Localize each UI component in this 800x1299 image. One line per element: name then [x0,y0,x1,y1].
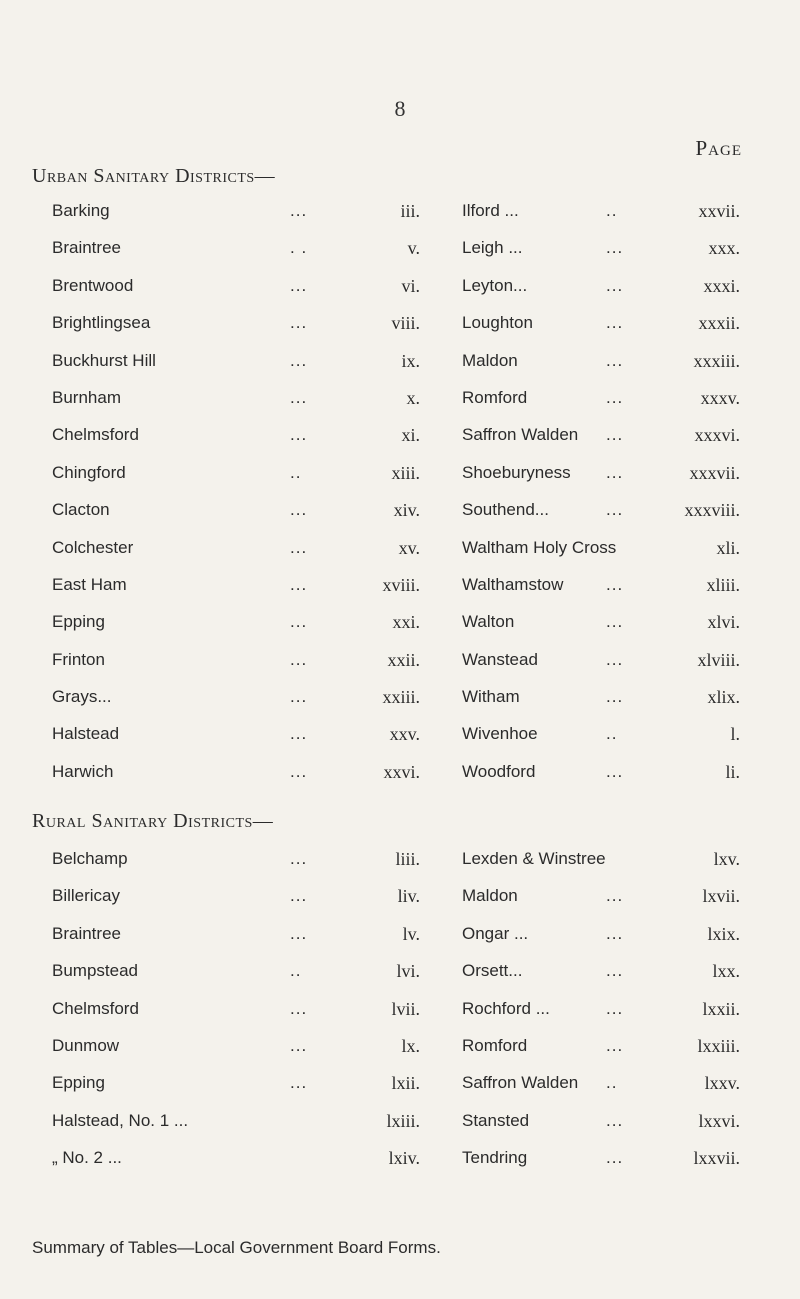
page-ref-right: xxxviii. [684,500,740,521]
page-ref-right: xliii. [706,574,740,595]
leader-dots-right: ... [606,998,624,1018]
index-row [0,885,800,922]
page-ref-right: xlix. [707,687,740,708]
page-ref-right: l. [730,724,740,745]
page-ref-left: x. [406,387,420,408]
index-row [0,312,800,349]
page-ref-left: xiii. [391,462,420,483]
leader-dots-right: ... [606,275,624,295]
district-name-right: Wivenhoe [462,724,538,744]
index-row [0,387,800,424]
page-ref-left: lxii. [391,1073,420,1094]
leader-dots-left: ... [290,761,308,781]
page-ref-left: xxvi. [383,761,420,782]
district-name-left: Buckhurst Hill [52,350,156,370]
leader-dots-left: ... [290,201,308,220]
leader-dots-left: ... [290,998,308,1018]
district-name-right: Romford [462,387,528,407]
district-name-left: Dunmow [52,1035,120,1055]
district-name-right: Maldon [462,350,518,370]
page-ref-left: lxiii. [386,1110,420,1131]
district-name-right: Stansted [462,1110,530,1130]
urban-index-list [0,200,800,798]
index-row [0,998,800,1035]
district-name-left: Chelmsford [52,998,139,1018]
index-row [0,1035,800,1072]
index-row [0,611,800,648]
page-ref-left: vi. [401,275,420,296]
district-name-right: Rochford ... [462,998,550,1018]
leader-dots-left: ... [290,612,308,632]
index-row [0,686,800,723]
page-ref-left: iii. [400,201,420,221]
district-name-right: Walton [462,612,515,632]
page-ref-right: xxvii. [698,201,740,221]
leader-dots-right: ... [606,687,624,707]
index-row [0,574,800,611]
rural-section-heading: Rural Sanitary Districts— [32,810,274,832]
district-name-left: Grays... [52,687,112,707]
index-row [0,350,800,387]
leader-dots-left: ... [290,1035,308,1055]
district-name-right: Shoeburyness [462,462,571,482]
index-row [0,462,800,499]
district-name-right: Orsett... [462,961,523,981]
page-ref-right: xxxii. [698,313,740,334]
urban-section-heading: Urban Sanitary Districts— [32,165,276,187]
page-ref-left: lxiv. [388,1148,420,1169]
page-ref-left: liii. [395,849,420,869]
page-ref-left: lx. [401,1035,420,1056]
page-ref-right: xxxv. [700,387,740,408]
leader-dots-right: ... [606,1110,624,1130]
district-name-left: Halstead, No. 1 ... [52,1110,189,1130]
page-ref-right: xxxvi. [694,425,740,446]
page-ref-right: lxv. [713,849,740,869]
page-ref-left: xxii. [387,649,420,670]
leader-dots-right: ... [606,500,624,520]
district-name-left: Chelmsford [52,425,139,445]
page-ref-right: xxxvii. [689,462,740,483]
leader-dots-left: ... [290,425,308,445]
index-row [0,923,800,960]
district-name-left: Clacton [52,500,110,520]
leader-dots-right: ... [606,1148,624,1168]
page-ref-left: lvii. [391,998,420,1019]
district-name-left: „ No. 2 ... [52,1148,122,1168]
page-ref-right: lxvii. [702,886,740,907]
page-ref-right: lxix. [707,923,740,944]
leader-dots-right: .. [606,201,618,220]
leader-dots-left: ... [290,387,308,407]
leader-dots-right: ... [606,387,624,407]
index-row [0,499,800,536]
district-name-left: Halstead [52,724,120,744]
district-name-left: Epping [52,612,105,632]
leader-dots-right: ... [606,961,624,981]
district-name-right: Ilford ... [462,201,519,220]
index-row [0,1147,800,1184]
district-name-right: Witham [462,687,520,707]
leader-dots-right: ... [606,574,624,594]
leader-dots-left: ... [290,849,308,868]
district-name-left: Braintree [52,923,121,943]
district-name-right: Loughton [462,313,533,333]
leader-dots-right: ... [606,1035,624,1055]
page-ref-left: xviii. [382,574,420,595]
page-ref-left: viii. [391,313,420,334]
page-ref-left: lvi. [396,961,420,982]
district-name-left: Frinton [52,649,105,669]
leader-dots-left: ... [290,923,308,943]
leader-dots-right: ... [606,649,624,669]
leader-dots-right: ... [606,238,624,258]
district-name-left: Belchamp [52,849,128,868]
leader-dots-right: ... [606,425,624,445]
page-ref-left: xxi. [392,612,420,633]
district-name-left: Barking [52,201,110,220]
leader-dots-left: ... [290,275,308,295]
index-row [0,537,800,574]
index-row [0,848,800,885]
page-ref-right: lxxvi. [698,1110,740,1131]
leader-dots-left: .. [290,462,302,482]
district-name-left: Billericay [52,886,121,906]
page-column-header: Page [695,136,742,160]
index-row [0,761,800,798]
page-ref-right: lxxiii. [697,1035,740,1056]
leader-dots-left: ... [290,313,308,333]
leader-dots-right: ... [606,886,624,906]
leader-dots-right: ... [606,350,624,370]
page-ref-right: xlviii. [697,649,740,670]
district-name-left: Brentwood [52,275,134,295]
leader-dots-right: .. [606,1073,618,1093]
district-name-right: Romford [462,1035,528,1055]
page-ref-right: lxx. [712,961,740,982]
district-name-left: Chingford [52,462,126,482]
page-number: 8 [394,96,406,121]
index-row [0,424,800,461]
leader-dots-left: ... [290,724,308,744]
leader-dots-left: . . [290,238,308,258]
index-row [0,1110,800,1147]
leader-dots-right: ... [606,462,624,482]
leader-dots-left: ... [290,574,308,594]
district-name-right: Leigh ... [462,238,523,258]
page-ref-left: xxv. [389,724,420,745]
district-name-left: Colchester [52,537,134,557]
leader-dots-right: ... [606,761,624,781]
leader-dots-left: ... [290,500,308,520]
index-row [0,723,800,760]
page-ref-left: xi. [401,425,420,446]
district-name-left: Braintree [52,238,121,258]
district-name-right: Saffron Walden [462,1073,579,1093]
leader-dots-left: ... [290,687,308,707]
district-name-right: Saffron Walden [462,425,579,445]
index-row [0,1072,800,1109]
district-name-right: Tendring [462,1148,528,1168]
page-ref-right: lxxvii. [693,1148,740,1169]
page-ref-right: xxx. [708,238,740,259]
district-name-right: Ongar ... [462,923,529,943]
district-name-left: Burnham [52,387,121,407]
leader-dots-left: ... [290,350,308,370]
leader-dots-left: ... [290,886,308,906]
leader-dots-left: .. [290,961,302,981]
page-ref-left: xiv. [393,500,420,521]
district-name-left: Brightlingsea [52,313,151,333]
district-name-right: Waltham Holy Cross [462,537,617,557]
page-ref-right: li. [725,761,740,782]
district-name-right: Woodford [462,761,536,781]
page-ref-right: xxxiii. [693,350,740,371]
index-row [0,200,800,237]
rural-index-list [0,848,800,1185]
district-name-right: Southend... [462,500,549,520]
index-row [0,275,800,312]
page-ref-right: xli. [716,537,740,558]
leader-dots-left: ... [290,1073,308,1093]
page-ref-left: ix. [401,350,420,371]
district-name-right: Lexden & Winstree [462,849,606,868]
district-name-left: East Ham [52,574,127,594]
leader-dots-right: ... [606,923,624,943]
district-name-right: Wanstead [462,649,538,669]
leader-dots-right: ... [606,313,624,333]
leader-dots-left: ... [290,537,308,557]
leader-dots-right: .. [606,724,618,744]
summary-line: Summary of Tables—Local Government Board Forms. [32,1238,441,1257]
page-ref-right: xxxi. [703,275,740,296]
page-ref-left: xxiii. [382,687,420,708]
index-row [0,237,800,274]
page-ref-right: lxxv. [704,1073,740,1094]
page-ref-left: xv. [398,537,420,558]
leader-dots-left: ... [290,649,308,669]
index-row [0,649,800,686]
page-ref-left: lv. [402,923,420,944]
page-ref-right: lxxii. [702,998,740,1019]
district-name-right: Walthamstow [462,574,564,594]
district-name-left: Epping [52,1073,105,1093]
page-ref-left: v. [407,238,420,259]
page-ref-right: xlvi. [707,612,740,633]
district-name-right: Maldon [462,886,518,906]
index-row [0,960,800,997]
district-name-left: Harwich [52,761,114,781]
district-name-left: Bumpstead [52,961,138,981]
district-name-right: Leyton... [462,275,528,295]
leader-dots-right: ... [606,612,624,632]
page-ref-left: liv. [397,886,420,907]
